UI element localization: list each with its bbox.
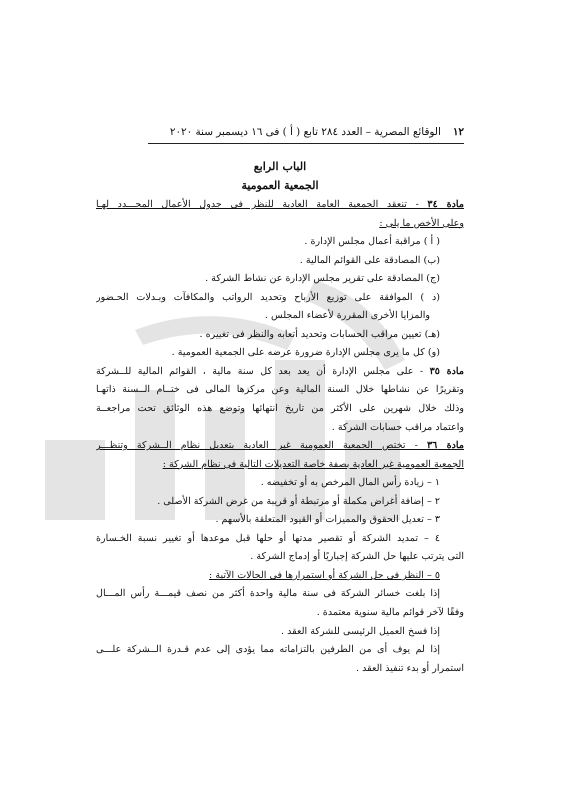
line-text: (هـ) تعيين مراقب الحسابات وتحديد أتعابه والنظر فى تغييره .	[199, 328, 440, 340]
page-number: ١٢	[452, 126, 464, 138]
text-line	[96, 493, 464, 512]
line-text: إذا لم يوف أى من الطرفين بالتزاماته مما يؤدى إلى عدم قـدرة الــشركة علـــى	[96, 644, 440, 656]
line-text: - على مجلس الإدارة أن يعد بعد كل سنة مالية ، القوائم المالية للــشركة	[96, 365, 430, 377]
text-line	[96, 511, 464, 530]
line-text: إذا بلغت خسائر الشركة فى سنة مالية واحدة أكثر من نصف قيمـــة رأس المـــال	[96, 588, 440, 600]
text-line	[96, 623, 464, 642]
line-text: (د ) الموافقة على توزيع الأرباح وتحديد الرواتب والمكافآت وبـدلات الحـضور	[96, 291, 440, 303]
running-header	[148, 124, 464, 140]
text-line	[96, 307, 464, 326]
line-text: ٢ – إضافة أغراض مكملة أو مرتبطة أو قريبة من غرض الشركة الأصلى .	[157, 495, 440, 507]
article-number: مادة ٣٦	[426, 440, 464, 452]
header-divider	[148, 143, 464, 144]
text-line	[96, 585, 464, 604]
text-line	[96, 567, 464, 586]
line-text: ٥ – النظر فى حل الشركة أو استمرارها فى الحالات الآتية :	[209, 569, 440, 581]
text-line	[96, 289, 464, 308]
line-text: الجمعية العمومية غير العادية بصفة خاصة التعديلات التالية فى نظام الشركة :	[162, 458, 464, 470]
text-line	[96, 530, 464, 549]
text-line	[96, 215, 464, 234]
line-text: استمرار أو بدء تنفيذ العقد .	[355, 662, 464, 674]
text-line	[96, 252, 464, 271]
line-text: التى يترتب عليها حل الشركة إجباريًا أو إدماج الشركة .	[250, 551, 464, 563]
line-text: - تنعقد الجمعية العامة العادية للنظر فى جدول الأعمال المحـــدد لهـا	[96, 199, 428, 210]
text-line	[96, 548, 464, 567]
gazette-title: الوقائع المصرية – العدد ٢٨٤ تابع ( أ ) فى ١٦ ديسمبر سنة ٢٠٢٠	[169, 126, 441, 138]
text-line	[96, 400, 464, 419]
line-text: ٣ – تعديل الحقوق والمميزات أو القيود المتعلقة بالأسهم .	[215, 514, 440, 526]
line-text: واعتماد مراقب حسابات الشركة .	[331, 421, 464, 433]
line-text: ( أ ) مراقبة أعمال مجلس الإدارة .	[304, 236, 440, 248]
text-line	[96, 660, 464, 679]
text-line	[96, 456, 464, 475]
text-line	[96, 326, 464, 345]
article-number: مادة ٣٤	[427, 199, 464, 210]
line-text: وفقًا لآخر قوائم مالية سنوية معتمدة .	[316, 607, 464, 619]
line-text: ١ – زيادة رأس المال المرخص به أو تخفيضه .	[260, 477, 440, 489]
text-line	[96, 381, 464, 400]
line-text: (ب) المصادقة على القوائم المالية .	[299, 254, 440, 266]
text-line	[96, 604, 464, 623]
line-text: وتقريرًا عن نشاطها خلال السنة المالية وعن مركزها المالى فى ختــام الــسنة ذاتهـا	[96, 384, 464, 396]
text-line	[96, 419, 464, 438]
text-line	[96, 233, 464, 252]
article-number: مادة ٣٥	[429, 365, 464, 377]
line-text: وذلك خلال شهرين على الأكثر من تاريخ انتهائها وتوضع هذه الوثائق تحت مراجعــة	[96, 403, 464, 415]
line-text: وعلى الأخص ما يلى :	[379, 217, 464, 229]
line-text: (ج) المصادقة على تقرير مجلس الإدارة عن نشاط الشركة .	[205, 273, 440, 285]
text-line	[96, 344, 464, 363]
text-line	[96, 363, 464, 382]
line-text: إذا فسخ العميل الرئيسى للشركة العقد .	[281, 625, 440, 637]
document-body	[96, 196, 464, 678]
line-text: (و) كل ما يرى مجلس الإدارة ضرورة عرضه على الجمعية العمومية .	[171, 347, 440, 359]
chapter-heading: الباب الرابع	[253, 159, 307, 173]
line-text: ٤ – تمديد الشركة أو تقصير مدتها أو حلها قبل موعدها أو تغيير نسبة الخـسارة	[96, 532, 440, 544]
line-text: والمزايا الأخرى المقررة لأعضاء المجلس .	[264, 310, 430, 322]
line-text: - تختص الجمعية العمومية غير العادية بتعديل نظام الــشركة وتنظـــر	[96, 440, 427, 452]
text-line	[96, 641, 464, 660]
text-line	[96, 474, 464, 493]
section-heading: الجمعية العمومية	[241, 179, 319, 192]
text-line	[96, 196, 464, 215]
text-line	[96, 437, 464, 456]
text-line	[96, 270, 464, 289]
